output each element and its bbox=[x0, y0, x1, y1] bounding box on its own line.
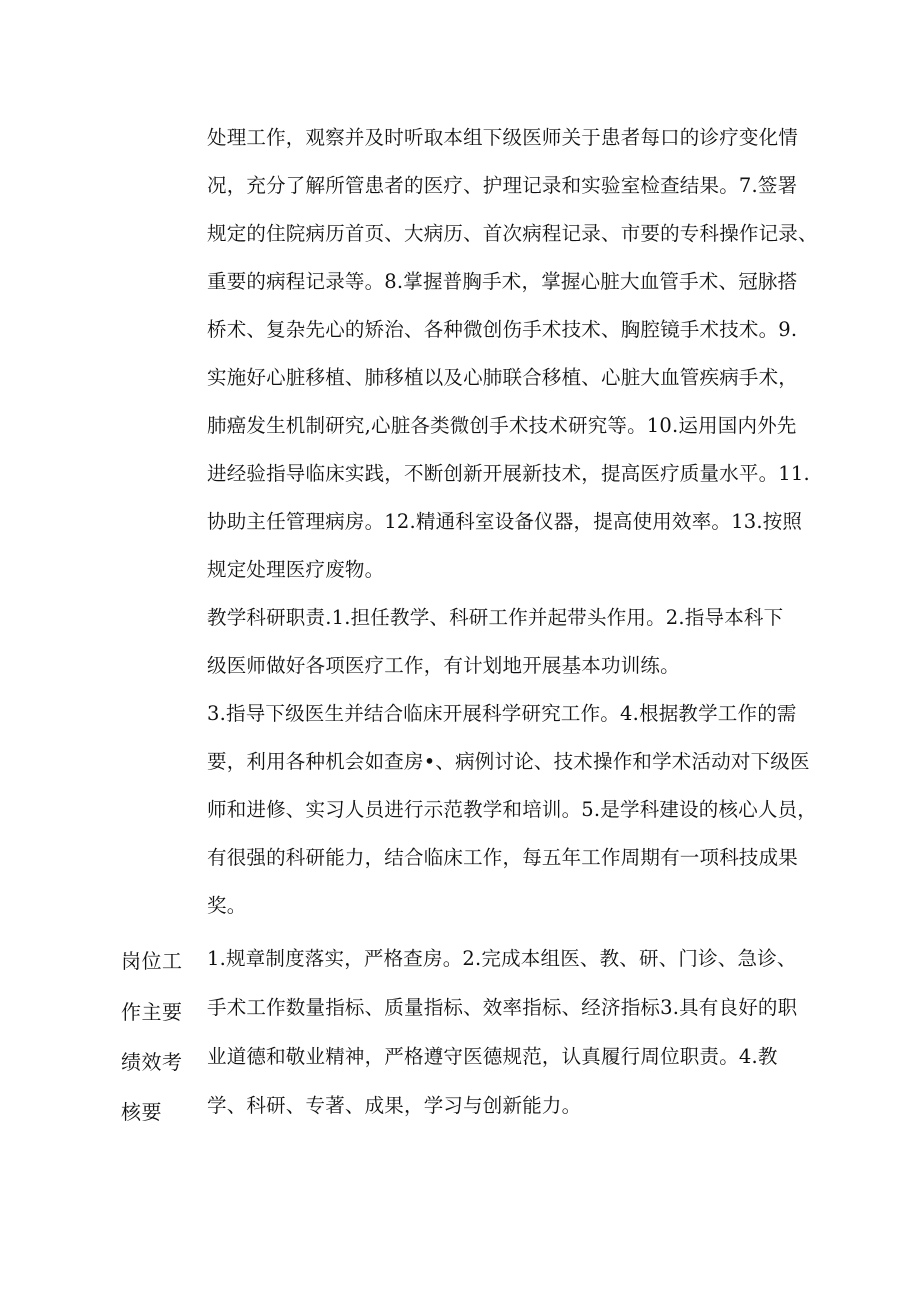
teaching-line: 要，利用各种机会如查房•、病例讨论、技术操作和学术活动对下级医 bbox=[207, 750, 810, 773]
performance-line: 学、科研、专著、成果，学习与创新能力。 bbox=[207, 1094, 582, 1117]
performance-label-line: 绩效考 bbox=[121, 1050, 183, 1074]
duties-line: 桥术、复杂先心的矫治、各种微创伤手术技术、胸腔镜手术技术。9. bbox=[207, 318, 798, 341]
performance-line: 1.规章制度落实，严格查房。2.完成本组医、教、研、门诊、急诊、 bbox=[207, 947, 797, 970]
teaching-line: 师和进修、实习人员进行示范教学和培训。5.是学科建设的核心人员， bbox=[207, 798, 818, 821]
duties-line: 实施好心脏移植、肺移植以及心肺联合移植、心脏大血管疾病手术， bbox=[207, 366, 799, 389]
duties-line: 肺癌发生机制研究,心脏各类微创手术技术研究等。10.运用国内外先 bbox=[207, 414, 797, 437]
duties-line: 况，充分了解所管患者的医疗、护理记录和实验室检查结果。7.签署 bbox=[207, 174, 798, 197]
teaching-line: 奖。 bbox=[207, 894, 247, 917]
teaching-line: 3.指导下级医生并结合临床开展科学研究工作。4.根据教学工作的需 bbox=[207, 702, 797, 725]
performance-label-line: 核要 bbox=[121, 1100, 162, 1124]
performance-line: 手术工作数量指标、质量指标、效率指标、经济指标3.具有良好的职 bbox=[207, 996, 798, 1019]
teaching-line: 有很强的科研能力，结合临床工作，每五年工作周期有一项科技成果 bbox=[207, 846, 799, 869]
duties-line: 规定处理医疗废物。 bbox=[207, 558, 385, 581]
performance-line: 业道德和敬业精神，严格遵守医德规范，认真履行周位职责。4.教 bbox=[207, 1045, 778, 1068]
duties-line: 处理工作，观察并及时听取本组下级医师关于患者每口的诊疗变化情 bbox=[207, 126, 799, 149]
teaching-line: 教学科研职责.1.担任教学、科研工作并起带头作用。2.指导本科下 bbox=[207, 606, 784, 629]
duties-line: 重要的病程记录等。8.掌握普胸手术，掌握心脏大血管手术、冠脉搭 bbox=[207, 270, 798, 293]
duties-line: 协助主任管理病房。12.精通科室设备仪器，提高使用效率。13.按照 bbox=[207, 510, 803, 533]
performance-label-line: 岗位工 bbox=[121, 949, 183, 973]
duties-line: 规定的住院病历首页、大病历、首次病程记录、市要的专科操作记录、 bbox=[207, 222, 818, 245]
teaching-line: 级医师做好各项医疗工作，有计划地开展基本功训练。 bbox=[207, 654, 680, 677]
duties-line: 进经验指导临床实践，不断创新开展新技术，提高医疗质量水平。11. bbox=[207, 462, 810, 485]
performance-label-line: 作主要 bbox=[121, 1000, 183, 1024]
